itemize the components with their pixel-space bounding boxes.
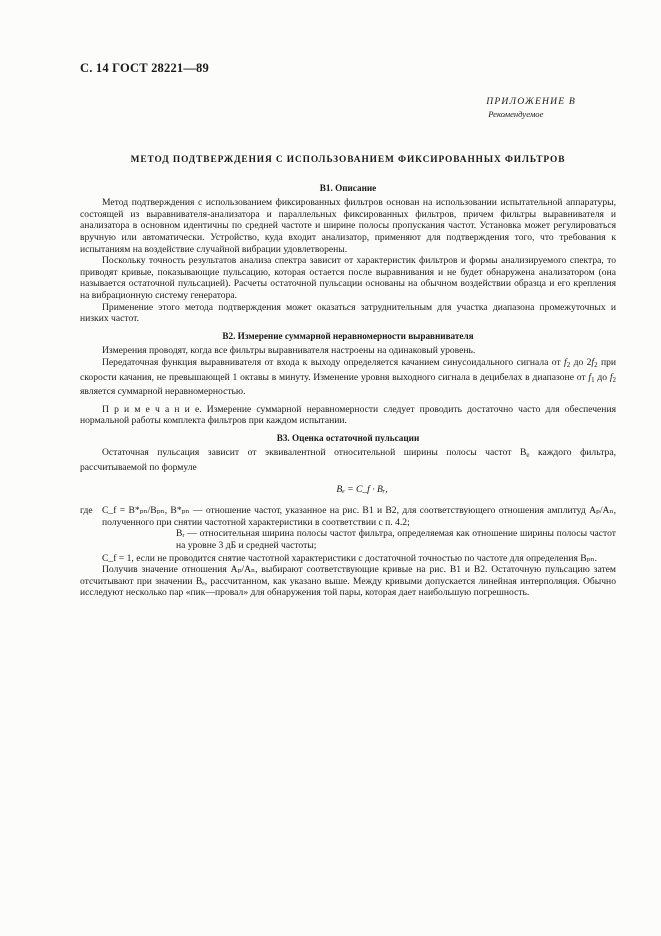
definition-list [80, 505, 616, 528]
paragraph: Поскольку точность результатов анализа спектра зависит от характеристик фильтров и формы анализируемого спектра, то приводят кривые, показывающие пульсацию, которая остается после выравнивания и не будет обнаружена анализатором (она называется остаточной пульсацией). Расчеты остаточной пульсации основаны на обычном воздействии образца и его крепления на вибрационную систему генератора. [80, 255, 616, 301]
definition-br: Bᵣ — относительная ширина полосы частот фильтра, определяемая как отношение ширины полосы частот на уровне 3 дБ и средней частоты; [176, 528, 616, 552]
paragraph: C_f = 1, если не проводится снятие частотной характеристики с достаточной точностью по частоте для определения Bₚₙ. [102, 552, 598, 564]
paragraph: Измерения проводят, когда все фильтры выравнивателя настроены на одинаковый уровень. [102, 345, 476, 357]
paragraph: Остаточная пульсация зависит от эквивалентной относительной ширины полосы частот $B_e$ каждого фильтра, рассчитываемой по формуле [80, 447, 616, 474]
appendix-title: ПРИЛОЖЕНИЕ В [486, 96, 576, 107]
document-title: МЕТОД ПОДТВЕРЖДЕНИЯ С ИСПОЛЬЗОВАНИЕМ ФИКСИРОВАННЫХ ФИЛЬТРОВ [130, 155, 566, 165]
page-header: С. 14 ГОСТ 28221—89 [80, 61, 209, 75]
definition-row [80, 528, 616, 551]
paragraph: Передаточная функция выравнивателя от входа к выходу определяется качанием синусоидального сигнала от $f_2$ до $2f_2$ при скорости качания, не превышающей 1 октавы в минуту. Изменение уровня выходного сигнала в децибелах в диапазоне от $f_1$ до $f_2$ является суммарной неравномерностью. [80, 356, 617, 398]
note: П р и м е ч а н и е. Измерение суммарной неравномерности следует проводить достаточно часто для обеспечения нормальной работы комплекта фильтров при каждом испытании. [80, 403, 616, 427]
paragraph: Применение этого метода подтверждения может оказаться затруднительным для участка диапазона промежуточных и низких частот. [80, 301, 616, 325]
formula: Bₑ = C_f · Bᵣ, [336, 483, 388, 495]
section-b1-heading: В1. Описание [319, 182, 377, 193]
section-b2-heading: В2. Измерение суммарной неравномерности выравнивателя [222, 330, 474, 341]
definition-cf: C_f = B*ₚₙ/Bₚₙ, B*ₚₙ — отношение частот, указанное на рис. В1 и В2, для соответствующего отношения амплитуд Aₚ/Aₙ, полученного при снятии частотной характеристики в соответствии с п. 4.2; [102, 505, 616, 528]
appendix-label [486, 96, 576, 120]
paragraph: Метод подтверждения с использованием фиксированных фильтров основан на использовании испытательной аппаратуры, состоящей из выравнивателя-анализатора и параллельных фиксированных фильтров, причем фильтры выравнивателя и анализатора в основном идентичны по средней частоте и ширине полосы пропускания частот. Установка может регулироваться вручную или автоматически. Устройство, куда входит анализатор, применяют для подтверждения того, что требования к испытаниям на воздействие случайной вибрации удовлетворены. [80, 197, 616, 255]
paragraph: Получив значение отношения Aₚ/Aₙ, выбирают соответствующие кривые на рис. В1 и В2. Остаточную пульсацию затем отсчитывают при значении Bₑ, рассчитанном, как указано выше. Между кривыми допускается линейная интерполяция. Обычно исследуют несколько пар «пик—провал» для обнаружения той пары, которая дает наибольшую погрешность. [80, 564, 616, 599]
document-body [80, 155, 616, 599]
where-label: где [80, 505, 93, 517]
section-b3-heading: В3. Оценка остаточной пульсации [276, 432, 420, 443]
appendix-subtitle: Рекомендуемое [488, 108, 544, 119]
